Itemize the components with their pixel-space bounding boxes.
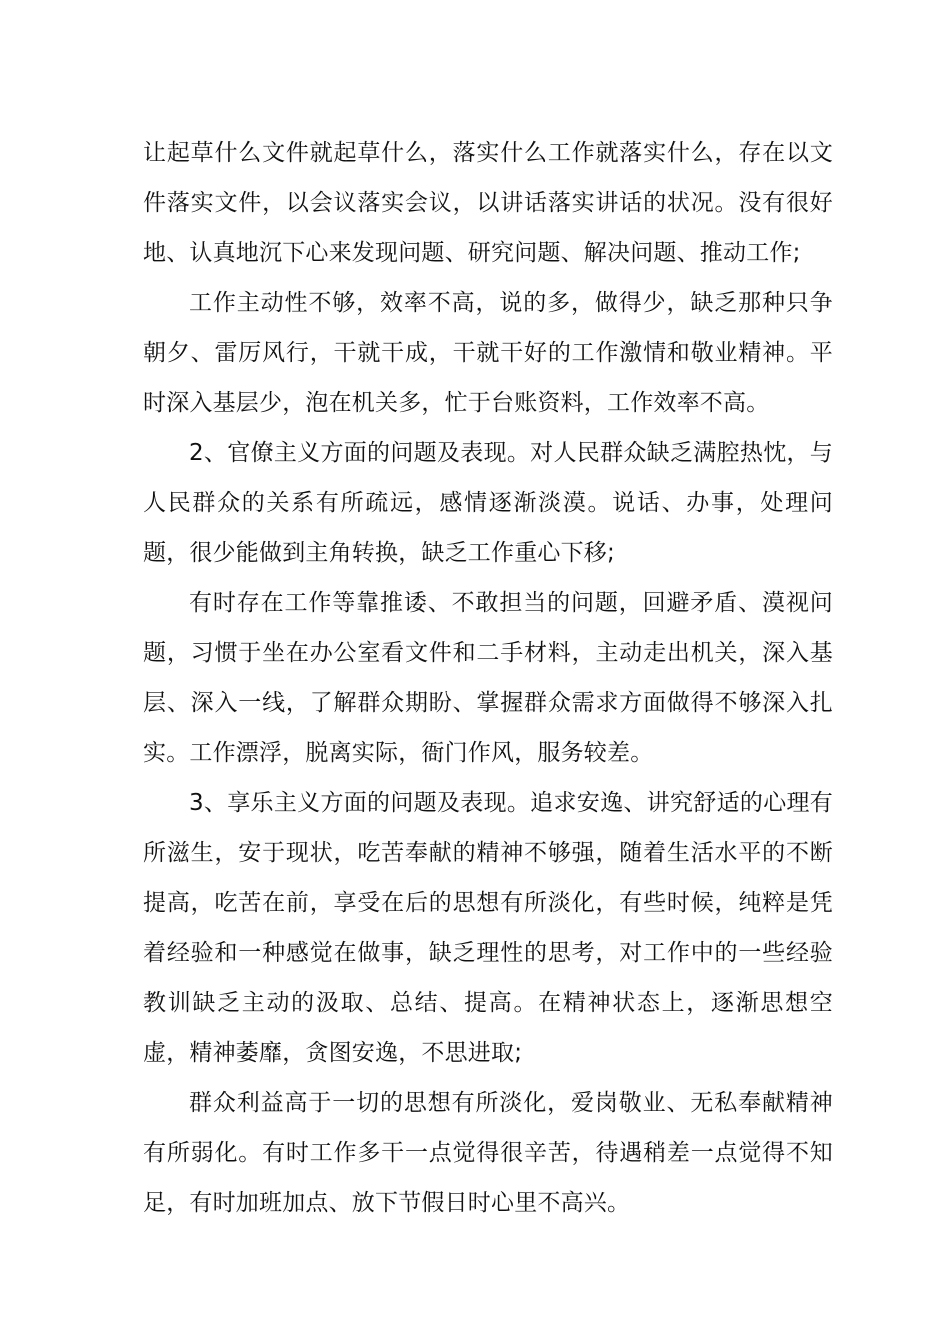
paragraph-4: 有时存在工作等靠推诿、不敢担当的问题，回避矛盾、漠视问题，习惯于坐在办公室看文件和二手材料，主动走出机关，深入基层、深入一线，了解群众期盼、掌握群众需求方面做得不够深入扎实。工作漂浮，脱离实际，衙门作风，服务较差。: [143, 590, 833, 766]
paragraph-2: 工作主动性不够，效率不高，说的多，做得少，缺乏那种只争朝夕、雷厉风行，干就干成，干就干好的工作激情和敬业精神。平时深入基层少，泡在机关多，忙于台账资料，工作效率不高。: [143, 290, 833, 416]
paragraph-3: 2、官僚主义方面的问题及表现。对人民群众缺乏满腔热忱，与人民群众的关系有所疏远，感情逐渐淡漠。说话、办事，处理问题，很少能做到主角转换，缺乏工作重心下移;: [143, 440, 833, 566]
paragraph-5: 3、享乐主义方面的问题及表现。追求安逸、讲究舒适的心理有所滋生，安于现状，吃苦奉献的精神不够强，随着生活水平的不断提高，吃苦在前，享受在后的思想有所淡化，有些时候，纯粹是凭着经验和一种感觉在做事，缺乏理性的思考，对工作中的一些经验教训缺乏主动的汲取、总结、提高。在精神状态上，逐渐思想空虚，精神萎靡，贪图安逸，不思进取;: [143, 790, 833, 1066]
paragraph-1: 让起草什么文件就起草什么，落实什么工作就落实什么，存在以文件落实文件，以会议落实会议，以讲话落实讲话的状况。没有很好地、认真地沉下心来发现问题、研究问题、解决问题、推动工作;: [143, 140, 833, 266]
document-body: [143, 128, 833, 1228]
paragraph-6: 群众利益高于一切的思想有所淡化，爱岗敬业、无私奉献精神有所弱化。有时工作多干一点觉得很辛苦，待遇稍差一点觉得不知足，有时加班加点、放下节假日时心里不高兴。: [143, 1090, 833, 1216]
